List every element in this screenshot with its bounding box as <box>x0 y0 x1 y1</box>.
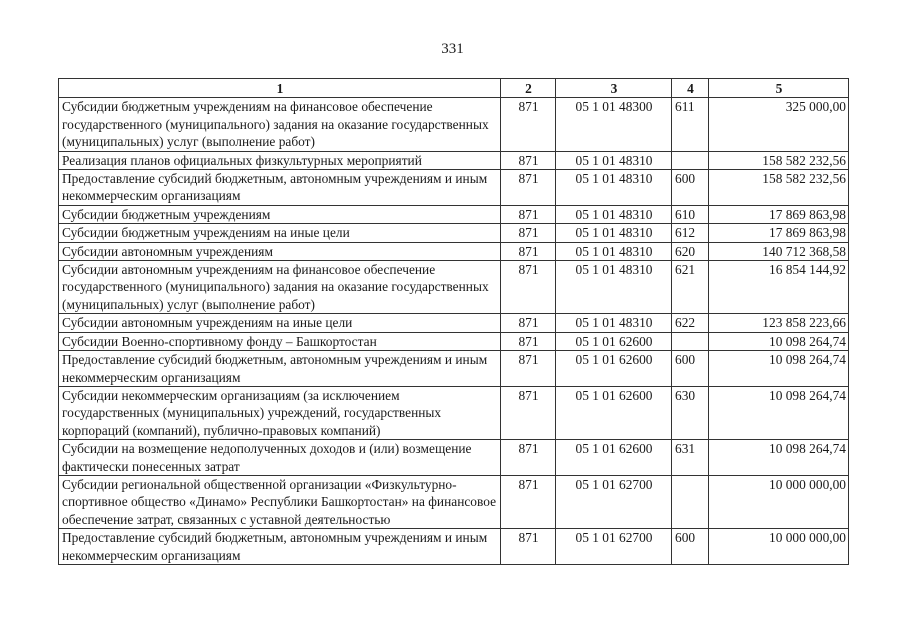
row-ved-code: 871 <box>501 151 556 169</box>
row-amount: 158 582 232,56 <box>709 151 849 169</box>
row-expense-type-code: 631 <box>672 440 709 476</box>
row-expense-type-code: 612 <box>672 224 709 242</box>
row-expense-type-code: 600 <box>672 529 709 565</box>
table-row <box>59 170 849 206</box>
row-target-code: 05 1 01 62600 <box>556 332 672 350</box>
table-row <box>59 151 849 169</box>
row-target-code: 05 1 01 62700 <box>556 475 672 528</box>
row-name: Предоставление субсидий бюджетным, автономным учреждениям и иным некоммерческим организациям <box>59 170 501 206</box>
row-amount: 10 098 264,74 <box>709 386 849 439</box>
row-ved-code: 871 <box>501 205 556 223</box>
row-ved-code: 871 <box>501 351 556 387</box>
row-name: Субсидии Военно-спортивному фонду – Башкортостан <box>59 332 501 350</box>
row-ved-code: 871 <box>501 224 556 242</box>
row-name: Субсидии автономным учреждениям на иные цели <box>59 314 501 332</box>
header-col-1: 1 <box>59 79 501 98</box>
row-amount: 325 000,00 <box>709 98 849 151</box>
row-amount: 158 582 232,56 <box>709 170 849 206</box>
table-row <box>59 224 849 242</box>
row-name: Субсидии бюджетным учреждениям на иные цели <box>59 224 501 242</box>
table-header-row <box>59 79 849 98</box>
row-name: Субсидии некоммерческим организациям (за исключением государственных (муниципальных) учреждений, государственных корпораций (компаний), публично-правовых компаний) <box>59 386 501 439</box>
row-expense-type-code: 610 <box>672 205 709 223</box>
row-name: Субсидии автономным учреждениям <box>59 242 501 260</box>
table-row <box>59 314 849 332</box>
row-target-code: 05 1 01 48310 <box>556 170 672 206</box>
row-name: Субсидии бюджетным учреждениям на финансовое обеспечение государственного (муниципального) задания на оказание государственных (муниципальных) услуг (выполнение работ) <box>59 98 501 151</box>
table-row <box>59 386 849 439</box>
header-col-4: 4 <box>672 79 709 98</box>
row-target-code: 05 1 01 48310 <box>556 205 672 223</box>
row-name: Предоставление субсидий бюджетным, автономным учреждениям и иным некоммерческим организациям <box>59 529 501 565</box>
row-target-code: 05 1 01 48310 <box>556 224 672 242</box>
row-ved-code: 871 <box>501 261 556 314</box>
row-ved-code: 871 <box>501 440 556 476</box>
row-target-code: 05 1 01 48310 <box>556 151 672 169</box>
row-name: Субсидии бюджетным учреждениям <box>59 205 501 223</box>
row-target-code: 05 1 01 48300 <box>556 98 672 151</box>
row-target-code: 05 1 01 62700 <box>556 529 672 565</box>
row-amount: 16 854 144,92 <box>709 261 849 314</box>
row-name: Предоставление субсидий бюджетным, автономным учреждениям и иным некоммерческим организациям <box>59 351 501 387</box>
table-row <box>59 242 849 260</box>
table-row <box>59 261 849 314</box>
row-amount: 17 869 863,98 <box>709 224 849 242</box>
row-target-code: 05 1 01 62600 <box>556 351 672 387</box>
header-col-5: 5 <box>709 79 849 98</box>
page-number: 331 <box>441 41 464 57</box>
row-expense-type-code: 620 <box>672 242 709 260</box>
row-amount: 10 098 264,74 <box>709 332 849 350</box>
row-amount: 17 869 863,98 <box>709 205 849 223</box>
row-target-code: 05 1 01 48310 <box>556 261 672 314</box>
table-row <box>59 205 849 223</box>
header-col-2: 2 <box>501 79 556 98</box>
table-body <box>59 98 849 565</box>
row-expense-type-code <box>672 475 709 528</box>
row-name: Субсидии на возмещение недополученных доходов и (или) возмещение фактически понесенных затрат <box>59 440 501 476</box>
row-ved-code: 871 <box>501 170 556 206</box>
row-expense-type-code: 630 <box>672 386 709 439</box>
row-expense-type-code: 600 <box>672 351 709 387</box>
row-ved-code: 871 <box>501 529 556 565</box>
row-target-code: 05 1 01 62600 <box>556 386 672 439</box>
row-amount: 10 098 264,74 <box>709 351 849 387</box>
table-row <box>59 98 849 151</box>
row-amount: 140 712 368,58 <box>709 242 849 260</box>
row-ved-code: 871 <box>501 475 556 528</box>
row-name: Субсидии автономным учреждениям на финансовое обеспечение государственного (муниципального) задания на оказание государственных (муниципальных) услуг (выполнение работ) <box>59 261 501 314</box>
row-ved-code: 871 <box>501 386 556 439</box>
row-expense-type-code: 600 <box>672 170 709 206</box>
row-name: Субсидии региональной общественной организации «Физкультурно-спортивное общество «Динамо» Республики Башкортостан» на финансовое обеспечение затрат, связанных с уставной деятельностью <box>59 475 501 528</box>
row-expense-type-code: 611 <box>672 98 709 151</box>
row-expense-type-code: 621 <box>672 261 709 314</box>
row-ved-code: 871 <box>501 314 556 332</box>
table-row <box>59 351 849 387</box>
row-ved-code: 871 <box>501 242 556 260</box>
row-target-code: 05 1 01 48310 <box>556 314 672 332</box>
row-name: Реализация планов официальных физкультурных мероприятий <box>59 151 501 169</box>
row-target-code: 05 1 01 62600 <box>556 440 672 476</box>
row-ved-code: 871 <box>501 98 556 151</box>
row-amount: 10 000 000,00 <box>709 475 849 528</box>
row-amount: 10 000 000,00 <box>709 529 849 565</box>
table-row <box>59 529 849 565</box>
table-row <box>59 332 849 350</box>
row-amount: 123 858 223,66 <box>709 314 849 332</box>
row-expense-type-code <box>672 332 709 350</box>
row-expense-type-code <box>672 151 709 169</box>
table-row <box>59 475 849 528</box>
row-expense-type-code: 622 <box>672 314 709 332</box>
budget-table <box>58 78 849 565</box>
row-amount: 10 098 264,74 <box>709 440 849 476</box>
row-ved-code: 871 <box>501 332 556 350</box>
row-target-code: 05 1 01 48310 <box>556 242 672 260</box>
table-row <box>59 440 849 476</box>
header-col-3: 3 <box>556 79 672 98</box>
